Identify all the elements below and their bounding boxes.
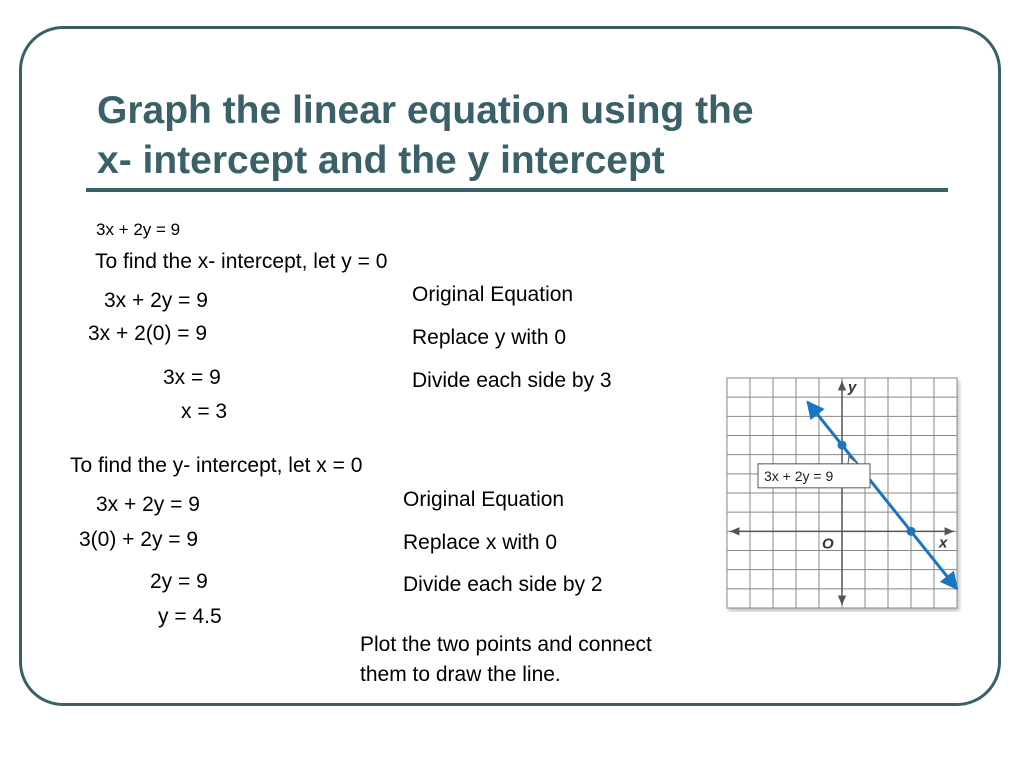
y-reason-2: Replace x with 0 xyxy=(403,531,558,554)
given-equation: 3x + 2y = 9 xyxy=(96,220,181,239)
x-step-1: 3x + 2y = 9 xyxy=(104,289,208,312)
x-reason-1: Original Equation xyxy=(412,283,574,306)
title-line-1: Graph the linear equation using the xyxy=(97,89,754,132)
x-reason-3: Divide each side by 3 xyxy=(412,369,612,392)
y-step-4: y = 4.5 xyxy=(158,605,222,628)
y-axis-label: y xyxy=(848,379,857,396)
y-step-2: 3(0) + 2y = 9 xyxy=(79,528,199,551)
y-step-1: 3x + 2y = 9 xyxy=(96,493,200,516)
title-line-2: x- intercept and the y intercept xyxy=(97,139,665,182)
x-step-2: 3x + 2(0) = 9 xyxy=(88,322,208,345)
x-step-4: x = 3 xyxy=(181,400,228,423)
y-reason-1: Original Equation xyxy=(403,488,565,511)
x-axis-label: x xyxy=(939,534,948,552)
y-intercept-instruction: To find the y- intercept, let x = 0 xyxy=(70,454,363,477)
coordinate-graph xyxy=(722,376,962,612)
x-step-3: 3x = 9 xyxy=(163,366,221,389)
conclusion-line-2: them to draw the line. xyxy=(360,663,561,686)
title-underline xyxy=(86,188,948,192)
line-equation-label: 3x + 2y = 9 xyxy=(764,467,834,484)
conclusion-line-1: Plot the two points and connect xyxy=(360,633,652,656)
x-intercept-instruction: To find the x- intercept, let y = 0 xyxy=(95,250,388,273)
point-y-intercept xyxy=(838,441,847,450)
slide-title xyxy=(97,86,754,186)
point-x-intercept xyxy=(907,527,916,536)
y-step-3: 2y = 9 xyxy=(150,570,208,593)
x-reason-2: Replace y with 0 xyxy=(412,326,567,349)
origin-label: O xyxy=(822,535,834,553)
y-reason-3: Divide each side by 2 xyxy=(403,573,603,596)
